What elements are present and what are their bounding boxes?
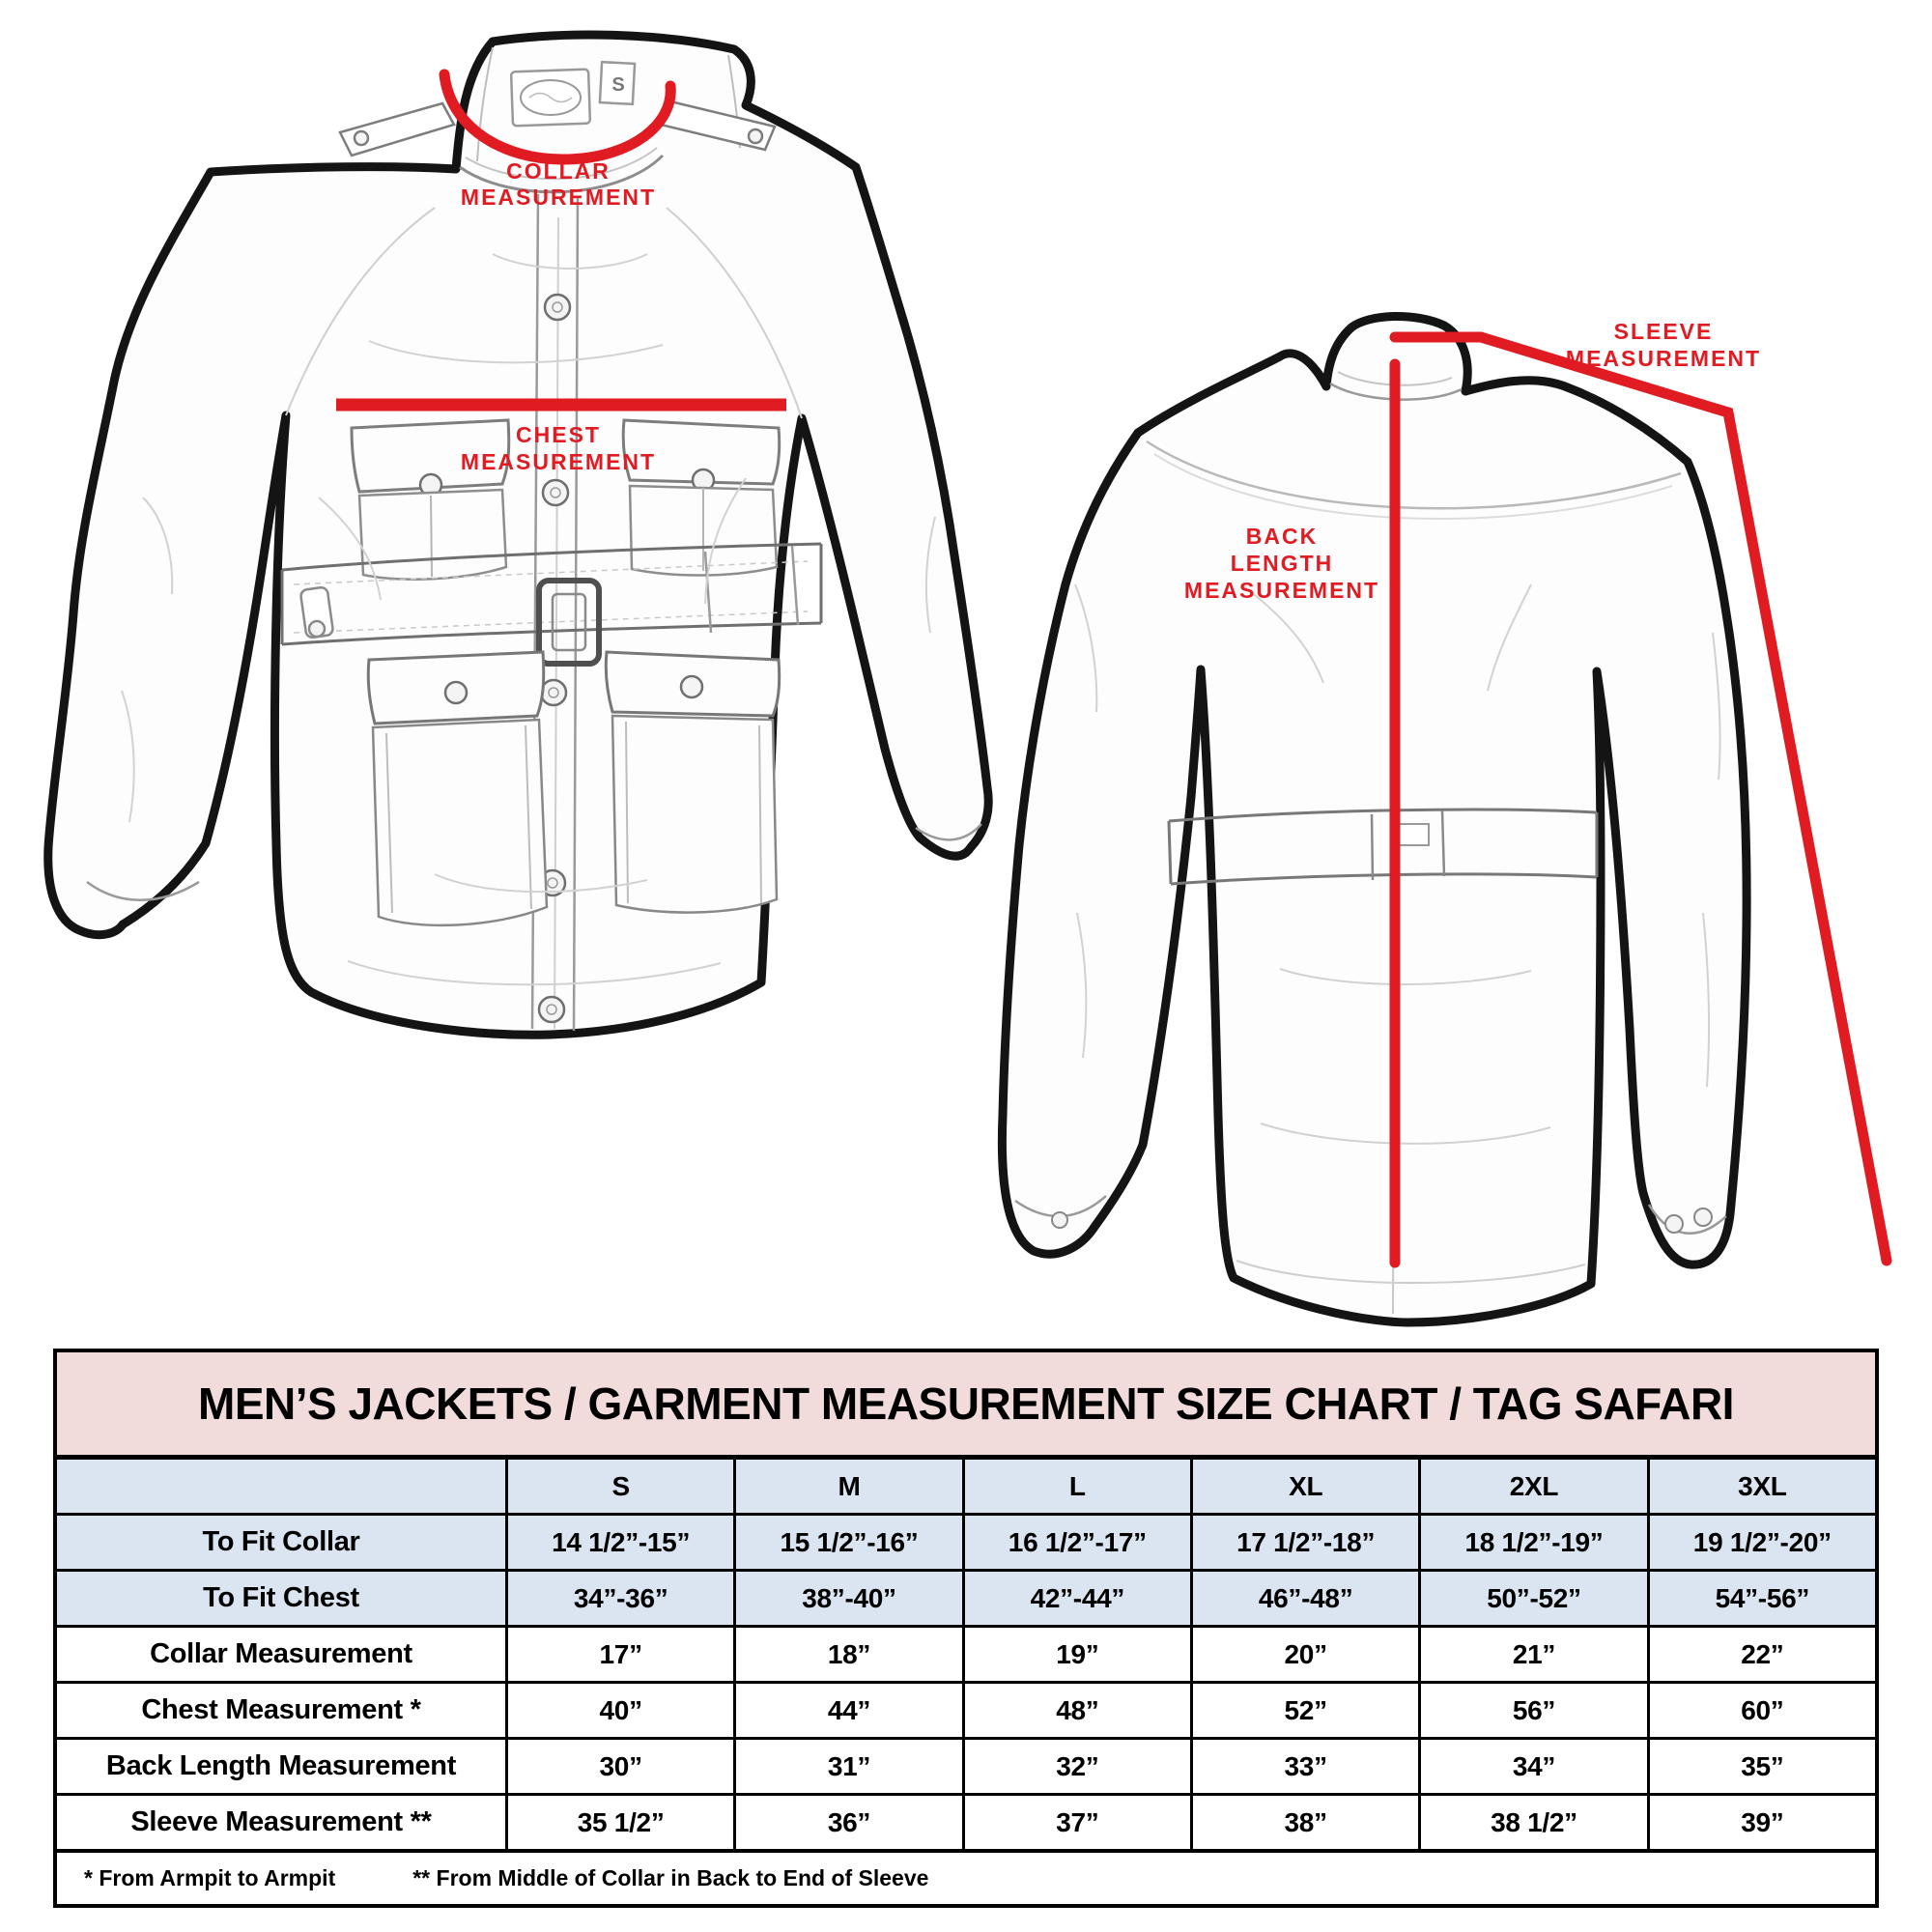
- row-label-back-length-measurement: Back Length Measurement: [57, 1737, 505, 1793]
- table-cell: 38”: [1190, 1793, 1418, 1849]
- table-cell: 60”: [1647, 1681, 1875, 1737]
- sleeve-label-line1: SLEEVE: [1613, 319, 1714, 344]
- table-cell: 46”-48”: [1190, 1569, 1418, 1625]
- row-label-to-fit-chest: To Fit Chest: [57, 1569, 505, 1625]
- table-cell: 17 1/2”-18”: [1190, 1513, 1418, 1569]
- table-cell: 17”: [505, 1625, 733, 1681]
- table-cell: 15 1/2”-16”: [733, 1513, 961, 1569]
- table-cell: 22”: [1647, 1625, 1875, 1681]
- table-cell: 44”: [733, 1681, 961, 1737]
- table-cell: 16 1/2”-17”: [962, 1513, 1190, 1569]
- footnote-armpit: * From Armpit to Armpit: [84, 1865, 336, 1890]
- table-cell: 34”: [1418, 1737, 1646, 1793]
- table-cell: 34”-36”: [505, 1569, 733, 1625]
- table-title: MEN’S JACKETS / GARMENT MEASUREMENT SIZE CHART / TAG SAFARI: [57, 1352, 1875, 1457]
- back-jacket-illustration: [990, 295, 1908, 1348]
- table-cell: 19”: [962, 1625, 1190, 1681]
- table-cell: 35 1/2”: [505, 1793, 733, 1849]
- collar-brand-label: [511, 70, 590, 127]
- table-cell: 48”: [962, 1681, 1190, 1737]
- table-cell: 38”-40”: [733, 1569, 961, 1625]
- table-cell: 35”: [1647, 1737, 1875, 1793]
- collar-measurement-label-line2: MEASUREMENT: [460, 185, 657, 210]
- footnote-sleeve: ** From Middle of Collar in Back to End of Sleeve: [412, 1865, 929, 1890]
- table-cell: 32”: [962, 1737, 1190, 1793]
- table-cell: 14 1/2”-15”: [505, 1513, 733, 1569]
- table-cell: 42”-44”: [962, 1569, 1190, 1625]
- sleeve-label-line2: MEASUREMENT: [1565, 346, 1762, 371]
- table-cell: 40”: [505, 1681, 733, 1737]
- header-size-2xl: 2XL: [1418, 1457, 1646, 1513]
- header-size-s: S: [505, 1457, 733, 1513]
- table-cell: 31”: [733, 1737, 961, 1793]
- row-label-to-fit-collar: To Fit Collar: [57, 1513, 505, 1569]
- table-cell: 33”: [1190, 1737, 1418, 1793]
- header-size-xl: XL: [1190, 1457, 1418, 1513]
- chest-measurement-label-line2: MEASUREMENT: [460, 449, 657, 474]
- table-cell: 30”: [505, 1737, 733, 1793]
- header-size-3xl: 3XL: [1647, 1457, 1875, 1513]
- table-cell: 56”: [1418, 1681, 1646, 1737]
- table-cell: 21”: [1418, 1625, 1646, 1681]
- table-cell: 18”: [733, 1625, 961, 1681]
- chest-measurement-label-line1: CHEST: [516, 422, 601, 447]
- collar-size-tag: [600, 62, 635, 104]
- row-label-sleeve-measurement: Sleeve Measurement **: [57, 1793, 505, 1849]
- back-length-label-line2: LENGTH: [1230, 551, 1334, 576]
- row-label-chest-measurement: Chest Measurement *: [57, 1681, 505, 1737]
- table-footnotes: [57, 1849, 1875, 1904]
- back-length-label-line1: BACK: [1245, 524, 1319, 549]
- table-cell: 36”: [733, 1793, 961, 1849]
- table-cell: 39”: [1647, 1793, 1875, 1849]
- table-cell: 38 1/2”: [1418, 1793, 1646, 1849]
- back-jacket-outline: [1002, 316, 1747, 1322]
- header-size-m: M: [733, 1457, 961, 1513]
- front-jacket-illustration: [29, 14, 1005, 1106]
- size-tag-letter: S: [611, 74, 625, 96]
- header-empty-cell: [57, 1457, 505, 1513]
- table-cell: 50”-52”: [1418, 1569, 1646, 1625]
- table-cell: 37”: [962, 1793, 1190, 1849]
- header-size-l: L: [962, 1457, 1190, 1513]
- table-cell: 19 1/2”-20”: [1647, 1513, 1875, 1569]
- collar-measurement-label-line1: COLLAR: [506, 158, 611, 184]
- row-label-collar-measurement: Collar Measurement: [57, 1625, 505, 1681]
- size-chart-table: [53, 1349, 1879, 1908]
- table-cell: 18 1/2”-19”: [1418, 1513, 1646, 1569]
- table-cell: 54”-56”: [1647, 1569, 1875, 1625]
- back-length-label-line3: MEASUREMENT: [1183, 578, 1380, 603]
- table-cell: 20”: [1190, 1625, 1418, 1681]
- table-cell: 52”: [1190, 1681, 1418, 1737]
